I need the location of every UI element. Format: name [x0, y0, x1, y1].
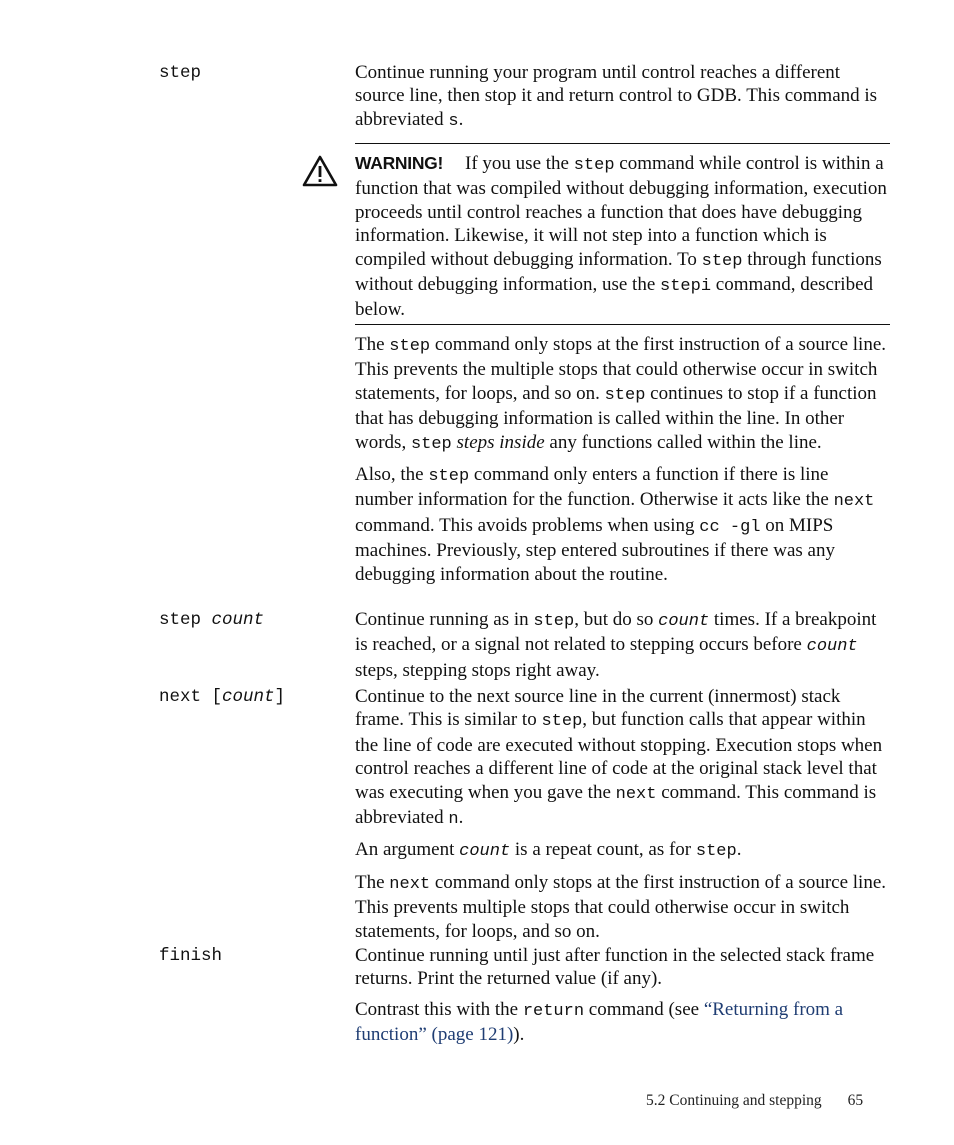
desc-finish [355, 944, 891, 1054]
finish-paragraph-1: Continue running until just after function in the selected stack frame returns. Print the returned value (if any). [355, 945, 875, 990]
term-next: next [count] [159, 687, 286, 707]
next-paragraph-1: Continue to the next source line in the current (innermost) stack frame. This is similar to step, but function calls that appear within the line of code are executed without stopping. Execution stops when control reaches a different line of code at the original stack level that was executing when you gave the next command. This command is abbreviated n. [355, 686, 883, 830]
term-finish: finish [159, 946, 223, 966]
footer-section-title: 5.2 Continuing and stepping [646, 1092, 822, 1109]
step-paragraph-3: Also, the step command only enters a function if there is line number information for the function. Otherwise it acts like the next command. This avoids problems when using cc -gl on MIPS machines. Previously, step entered subroutines if there was any debugging information about the routine. [355, 464, 875, 585]
returning-from-function-link[interactable]: “Returning from a function” (page 121) [355, 998, 844, 1046]
warning-text: WARNING! If you use the step command while control is within a function that was compiled without debugging information, execution proceeds until control reaches a function that does have debugging information. Likewise, it will not step into a function which is compiled without debugging information. To step through functions without debugging information, use the stepi command, described below. [355, 153, 887, 321]
warning-triangle-icon [302, 155, 338, 187]
finish-paragraph-2: Contrast this with the return command (see “Returning from a function” (page 121)). [355, 998, 844, 1046]
next-paragraph-3: The next command only stops at the first instruction of a source line. This prevents multiple stops that could otherwise occur in switch statements, for loops, and so on. [355, 871, 887, 942]
next-paragraph-2: An argument count is a repeat count, as for step. [355, 839, 742, 862]
step-paragraph-1: Continue running your program until control reaches a different source line, then stop it and return control to GDB. This command is abbreviated s. [355, 62, 878, 131]
term-step: step [159, 63, 202, 83]
warning-bottom-rule [355, 324, 890, 325]
term-step-count: step count [159, 610, 265, 630]
desc-step-continued [355, 333, 891, 593]
page-footer [646, 1092, 863, 1110]
page-number: 65 [847, 1092, 864, 1109]
warning-block [355, 152, 891, 329]
step-count-paragraph-1: Continue running as in step, but do so count times. If a breakpoint is reached, or a signal not related to stepping occurs before count steps, stepping stops right away. [355, 609, 877, 681]
warning-label: WARNING! [355, 153, 444, 173]
desc-next [355, 685, 891, 950]
desc-step-count [355, 608, 891, 689]
step-paragraph-2: The step command only stops at the first instruction of a source line. This prevents the multiple stops that could otherwise occur in switch statements, for loops, and so on. step continues to stop if a function that has debugging information is called within the line. In other words, step steps inside any functions called within the line. [355, 334, 887, 454]
desc-step [355, 61, 891, 140]
warning-top-rule [355, 143, 890, 144]
